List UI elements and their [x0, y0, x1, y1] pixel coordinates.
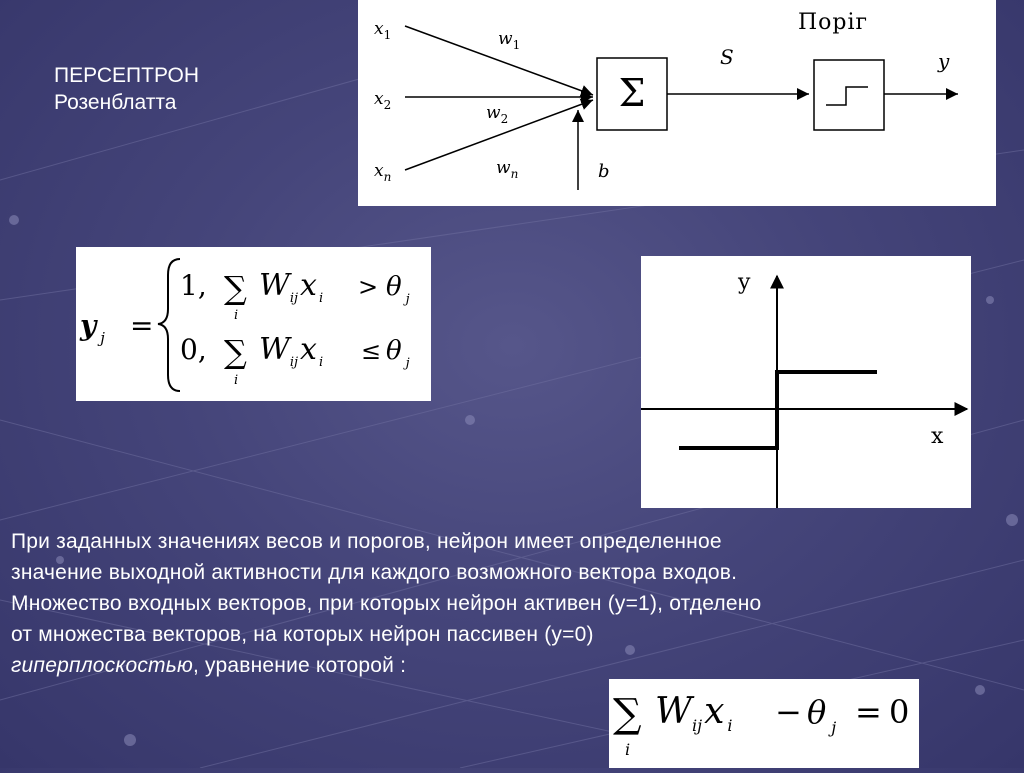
case-2-weight: W [259, 332, 290, 367]
output-label: y [938, 49, 950, 73]
hyperplane-input: x [704, 691, 725, 732]
case-2-sum-index: i [234, 373, 239, 388]
hyperplane-theta-subscript: j [831, 718, 837, 737]
hyperplane-theta: θ [807, 693, 827, 731]
case-1-theta: θ [386, 272, 402, 302]
svg-text:w1 [498, 29, 520, 52]
perceptron-diagram-panel [358, 0, 996, 206]
formula-brace [158, 259, 180, 391]
weight-n-label: w [496, 158, 511, 178]
step-function-graph [641, 256, 971, 508]
step-graph-panel [641, 256, 971, 508]
description-line-1: При заданных значениях весов и порогов, нейрон имеет определенное [11, 530, 722, 553]
svg-text:xn [374, 161, 391, 184]
hyperplane-sum-index: i [625, 740, 631, 759]
description-line-2: значение выходной активности для каждого возможного вектора входов. [11, 561, 738, 584]
hyperplane-sum-symbol: ∑ [613, 691, 642, 737]
weight-n-subscript: n [510, 167, 519, 181]
slide-title [54, 62, 199, 116]
svg-text:x2 [374, 89, 391, 112]
weight-2-subscript: 2 [500, 112, 509, 126]
case-1-weight: W [259, 268, 290, 303]
hyperplane-rhs: 0 [889, 693, 910, 731]
hyperplane-weight-subscript: ij [692, 716, 703, 735]
sum-symbol: Σ [618, 71, 646, 115]
case-2-theta-subscript: j [405, 356, 410, 371]
input-2-subscript: 2 [383, 98, 392, 112]
threshold-label: Поріг [798, 10, 869, 35]
svg-text:θj [386, 272, 410, 307]
svg-text:Wijxi [259, 268, 323, 306]
svg-text:Wijxi [655, 691, 733, 735]
activation-formula [76, 247, 431, 401]
case-1-relation: > [358, 273, 379, 301]
svg-text:w2 [486, 103, 508, 126]
svg-text:yj [79, 309, 105, 347]
case-1-input-subscript: i [318, 291, 324, 306]
input-2-label: x [374, 89, 384, 109]
input-1-subscript: 1 [383, 28, 392, 42]
hyperplane-equals: = [855, 693, 882, 731]
case-2-input: x [300, 332, 317, 367]
input-n-label: x [374, 161, 384, 181]
formula-lhs-y: y [80, 309, 97, 342]
case-2-value: 0, [180, 333, 207, 366]
bias-label: b [598, 161, 610, 182]
case-1-input: x [300, 268, 317, 303]
activation-formula-panel [76, 247, 431, 401]
case-2-theta: θ [386, 336, 402, 366]
case-1-sum-index: i [234, 308, 239, 323]
case-2-input-subscript: i [318, 355, 324, 370]
case-1-value: 1, [180, 269, 207, 302]
description-paragraph [11, 526, 1011, 681]
graph-x-label: x [931, 424, 944, 449]
hyperplane-term: гиперплоскостью [11, 654, 193, 677]
description-line-5-rest: , уравнение которой : [192, 654, 407, 677]
title-line-2: Розенблатта [54, 91, 177, 114]
title-line-1: ПЕРСЕПТРОН [54, 64, 200, 87]
svg-text:θj [807, 693, 836, 737]
svg-text:Wijxi [259, 332, 323, 370]
description-line-5 [11, 650, 1011, 681]
hyperplane-minus: − [775, 693, 802, 731]
case-1-sum-symbol: ∑ [224, 269, 247, 307]
svg-text:x1 [374, 19, 391, 42]
hyperplane-weight: W [655, 691, 693, 732]
graph-y-label: y [738, 270, 751, 295]
case-2-sum-symbol: ∑ [224, 333, 247, 371]
case-1-theta-subscript: j [405, 292, 410, 307]
weight-1-label: w [498, 29, 513, 49]
perceptron-diagram [358, 0, 996, 206]
case-1-weight-subscript: ij [289, 291, 299, 306]
svg-text:θj [386, 336, 410, 371]
input-1-label: x [374, 19, 384, 39]
hyperplane-input-subscript: i [727, 716, 733, 735]
svg-text:wn [496, 158, 518, 181]
hyperplane-formula-panel [609, 679, 919, 768]
weight-2-label: w [486, 103, 501, 123]
input-n-subscript: n [383, 170, 392, 184]
formula-lhs-subscript: j [100, 329, 105, 347]
description-line-4: от множества векторов, на которых нейрон пассивен (y=0) [11, 623, 594, 646]
threshold-block [814, 60, 884, 130]
formula-equals: = [130, 309, 154, 342]
description-line-3: Множество входных векторов, при которых нейрон активен (y=1), отделено [11, 592, 762, 615]
hyperplane-formula [609, 679, 919, 768]
sum-output-label: S [720, 45, 734, 69]
weight-1-subscript: 1 [512, 38, 521, 52]
case-2-relation: ≤ [361, 337, 382, 365]
case-2-weight-subscript: ij [289, 355, 299, 370]
